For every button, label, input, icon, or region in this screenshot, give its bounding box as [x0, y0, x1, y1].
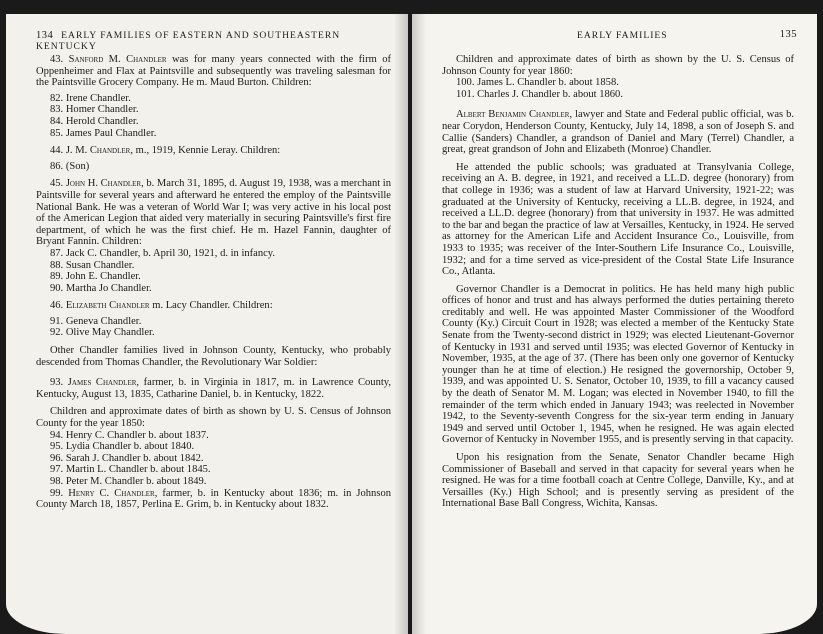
child-entry: 98. Peter M. Chandler b. about 1849.	[50, 476, 207, 487]
census-paragraph: Children and approximate dates of birth as shown by the U. S. Census of Johnson County for year 1860:	[442, 54, 794, 77]
child-entry: 90. Martha Jo Chandler.	[50, 282, 152, 294]
right-page	[412, 14, 817, 634]
person-name: Albert Benjamin Chandler	[456, 109, 570, 121]
child-entry: 100. James L. Chandler b. about 1858.	[456, 77, 619, 89]
census-paragraph: Children and approximate dates of birth as shown by U. S. Census of Johnson County for the year 1850:	[36, 406, 391, 430]
child-entry: 94. Henry C. Chandler b. about 1837.	[50, 429, 209, 441]
entry-44: 44. J. M. Chandler, m., 1919, Kennie Leray. Children:	[50, 145, 281, 157]
child-entry: 96. Sarah J. Chandler b. about 1842.	[50, 452, 204, 464]
child-entry: 86. (Son)	[50, 160, 90, 172]
page-number: 134	[36, 30, 54, 41]
person-name: James Chandler	[67, 377, 137, 389]
child-entry: 95. Lydia Chandler b. about 1840.	[50, 441, 195, 453]
person-name: John H. Chandler	[65, 178, 142, 190]
child-entry: 91. Geneva Chandler.	[50, 315, 142, 327]
child-entry: 92. Olive May Chandler.	[50, 327, 155, 339]
child-entry: 84. Herold Chandler.	[50, 115, 139, 127]
entry-93: 93. James Chandler, farmer, b. in Virginia in 1817, m. in Lawrence County, Kentucky, August 13, 1835, Catharine Daniel, b. in Kentucky, 1822.	[36, 377, 391, 400]
biography-intro: Albert Benjamin Chandler, lawyer and State and Federal public official, was b. near Corydon, Henderson County, Kentucky, July 14, 1898, a son of Joseph S. and Callie (Sanders) Chandler, a grandson of Daniel and Mary (Terrel) Chandler, a great, great grandson of John and Elizabeth (Monroe) Chandler.	[442, 109, 794, 156]
text-column	[36, 54, 391, 511]
person-name: Henry C. Chandler	[68, 487, 155, 499]
running-head: EARLY FAMILIES	[577, 30, 668, 41]
child-entry: 82. Irene Chandler.	[50, 92, 131, 104]
running-head: EARLY FAMILIES OF EASTERN AND SOUTHEASTERN KENTUCKY	[36, 30, 341, 52]
person-name: Sanford M. Chandler	[68, 54, 167, 65]
child-entry: 85. James Paul Chandler.	[50, 127, 157, 139]
biography-politics: Governor Chandler is a Democrat in politics. He has held many high public offices of honor and trust and has always performed the duties pertaining thereto creditably and well. He was appointed Master Commissioner of the Woodford County (Ky.) Circuit Court in 1928; was elected a member of the Kentucky State Senate from the Twenty-second district in 1929; was elected Lieutenant-Governor of Kentucky in 1931 and served until 1935; was elected Governor of Kentucky in November, 1935, at the age of 37. (There has been only one governor of Kentucky younger than he at time of election.) He resigned the governorship, October 9, 1939, and was appointed U. S. Senator, October 10, 1939, to fill a vacancy caused by the death of Senator M. M. Logan; was elected in November 1940, to fill the remainder of the term which ended in January 1943; was reelected in November 1942, to the Seventy-seventh Congress for the six-year term ending in January 1949 and served until October 1, 1945, when he resigned. He was again elected Governor of Kentucky in November 1955, and is presently serving in that capacity.	[442, 283, 794, 446]
gutter-shadow	[394, 14, 408, 634]
person-name: Chandler	[89, 145, 131, 157]
entry-46: 46. Elizabeth Chandler m. Lacy Chandler. Children:	[50, 300, 273, 312]
entry-45: 45. John H. Chandler, b. March 31, 1895, d. August 19, 1938, was a merchant in Paintsville for several years and afterward he entered the employ of the Paintsville National Bank. He was a veteran of World War I; was very active in his local post of the American Legion that aided very materially in securing Paintsville's first fire department, of which he was the first chief. He m. Hazel Fannin, daughter of Bryant Fannin. Children:	[36, 178, 391, 248]
person-name: Elizabeth Chandler	[65, 300, 150, 312]
page-header	[36, 30, 386, 52]
child-entry: 87. Jack C. Chandler, b. April 30, 1921, d. in infancy.	[50, 247, 276, 259]
gutter-shadow	[412, 14, 426, 634]
child-entry: 101. Charles J. Chandler b. about 1860.	[456, 88, 623, 100]
text-column	[442, 54, 794, 510]
child-entry: 97. Martin L. Chandler b. about 1845.	[50, 464, 211, 476]
note-paragraph: Other Chandler families lived in Johnson County, Kentucky, who probably descended from Thomas Chandler, the Revolutionary War Soldier:	[36, 345, 391, 368]
biography-education: He attended the public schools; was graduated at Transylvania College, receiving an A. B. degree, in 1921, and received a LL.D. degree (honorary) from that college in 1936; was a student of law at Harvard University, 1921-22; was graduated at the University of Kentucky, receiving a LL.B. degree, in 1924, and received a LL.D. degree (honorary) from that university in 1937. He was admitted to the bar and began the practice of law at Versailles, Kentucky, in 1924. He served as attorney for the American Life and Accident Insurance Co., Louisville, from 1933 to 1935; was receiver of the Inter-Southern Life Insurance Co., Louisville, 1932; and for a time served as vice-president of the Costal State Life Insurance Co., Atlanta.	[442, 161, 794, 278]
child-entry: 83. Homer Chandler.	[50, 104, 139, 116]
entry-43: 43. Sanford M. Chandler was for many years connected with the firm of Oppenheimer and Flax at Paintsville and subsequently was traveling salesman for the Paintsville Grocery Company. He m. Maud Burton. Children:	[36, 54, 392, 89]
biography-baseball: Upon his resignation from the Senate, Senator Chandler became High Commissioner of Baseball and served in that capacity for several years when he resigned. He was for a time football coach at Centre College, Danville, Ky., and at Versailles (Ky.) High School; and is presently serving as president of the International Base Ball Congress, Wichita, Kansas.	[442, 452, 794, 510]
left-page	[6, 14, 408, 634]
page-number: 135	[779, 29, 797, 40]
child-entry: 89. John E. Chandler.	[50, 271, 141, 283]
child-entry: 88. Susan Chandler.	[50, 259, 135, 271]
entry-99: 99. Henry C. Chandler, farmer, b. in Kentucky about 1836; m. in Johnson County March 18, 1857, Perlina E. Grim, b. in Kentucky about 1832.	[36, 487, 391, 511]
